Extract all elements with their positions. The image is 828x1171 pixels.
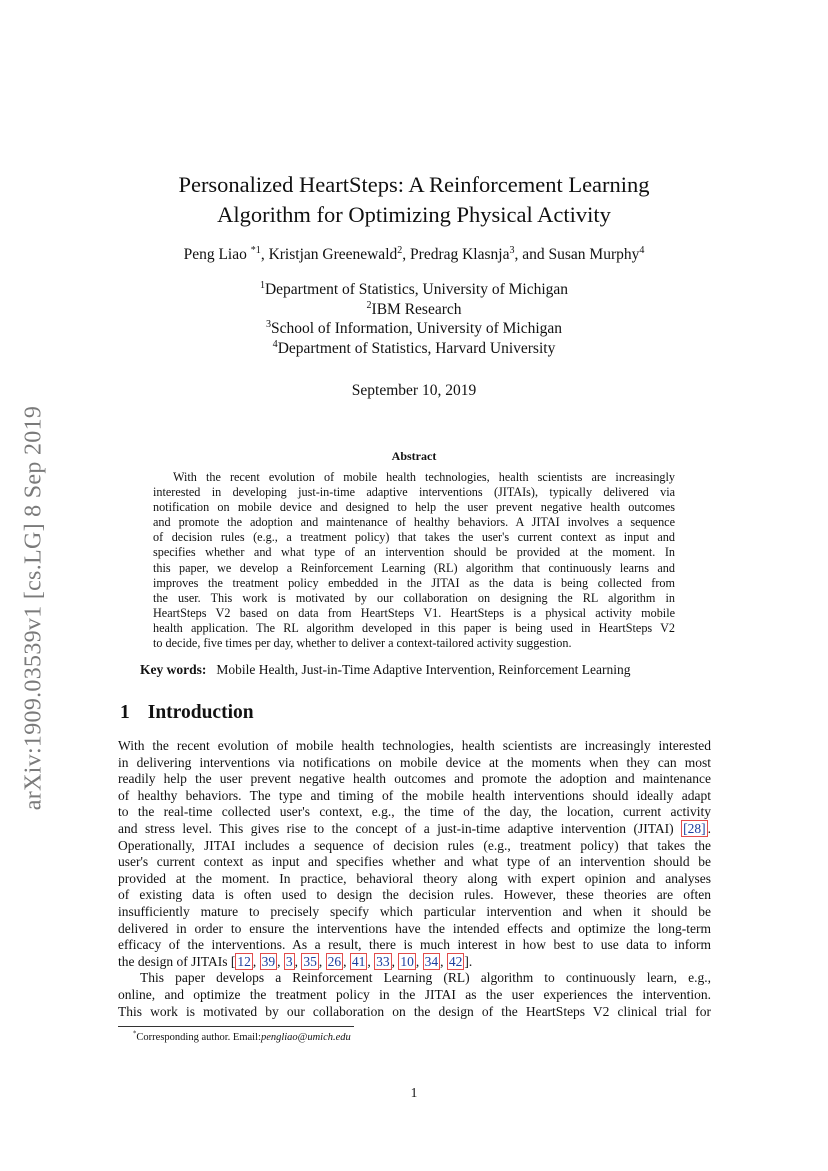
abstract-line: the user. This work is motivated by our collaboration on designing the RL algorithm in	[153, 590, 675, 605]
citation-link[interactable]: 10	[400, 953, 414, 969]
author-list	[120, 246, 708, 264]
abstract-line: and promote the adoption and maintenance of healthy behaviors. A JITAI involves a sequence	[153, 515, 675, 530]
author-affil-mark: 2	[397, 244, 403, 256]
abstract-line: health application. The RL algorithm developed in this paper is being used in HeartSteps V2	[153, 620, 675, 635]
citation-link[interactable]: 12	[237, 953, 251, 969]
citation-link[interactable]: [28]	[683, 820, 706, 836]
body-line: With the recent evolution of mobile health technologies, health scientists are increasingly interested	[118, 738, 711, 753]
body-line: in delivering interventions via notifications on mobile device at the moments when they can most	[118, 754, 711, 770]
body-line: of existing data is often used to design the decision rules. However, these theories are often	[118, 887, 711, 903]
body-line: provided at the moment. In practice, behavioral theory along with expert opinion and analyses	[118, 870, 711, 886]
affiliation-item: $^1$Department of Statistics, University of Michigan	[259, 279, 569, 298]
paper-title	[120, 170, 708, 230]
body-line: to the real-time collected user's context, e.g., the time of the day, the location, current activity	[118, 804, 711, 820]
affiliation-item: $^2$IBM Research	[366, 299, 462, 318]
body-line: online, and optimize the treatment policy in the JITAI as the user experiences the intervention.	[118, 986, 711, 1002]
body-line: insufficiently mature to precisely specify which particular intervention and when it should be	[118, 903, 711, 919]
section-number: 1	[120, 702, 130, 723]
citation-link[interactable]: 35	[303, 953, 317, 969]
author-affil-mark: 4	[639, 244, 645, 256]
abstract-line: notification on mobile device and designed to help the user prevent negative health outcomes	[153, 500, 675, 515]
abstract-line: specifies whether and what type of an intervention should be provided at the moment. In	[153, 545, 675, 560]
footnote-mark: *	[133, 1030, 137, 1038]
arxiv-identifier: arXiv:1909.03539v1 [cs.LG] 8 Sep 2019	[20, 405, 47, 811]
author-affil-mark: 3	[509, 244, 515, 256]
body-line: delivered in order to ensure the interventions have the intended effects and optimize the long-term	[118, 920, 711, 936]
section-title: Introduction	[147, 702, 254, 723]
keywords-text: Mobile Health, Just-in-Time Adaptive Intervention, Reinforcement Learning	[216, 662, 631, 677]
body-text	[118, 738, 711, 1020]
body-line-citations: the design of JITAIs [ 12 , 39 , 3 , 35 , 26 , 41 , 33 , 10 , 34 , 42 ].	[118, 953, 473, 969]
footnote-rule	[118, 1026, 354, 1027]
arxiv-sidebar-stamp	[16, 372, 52, 844]
body-line: readily help the user prevent negative health outcomes and promote the adoption and maintenance	[118, 771, 711, 787]
abstract-line: HeartSteps V2 based on data from HeartSteps V1. HeartSteps is a physical activity mobile	[153, 605, 675, 620]
author-separator: ,	[402, 246, 411, 263]
citation-link[interactable]: 34	[424, 953, 439, 969]
footnote	[133, 1032, 351, 1043]
abstract-line: interested in developing just-in-time adaptive interventions (JITAIs), typically delivered via	[153, 485, 675, 500]
keywords-label: Key words:	[140, 662, 207, 677]
citation-link[interactable]: 33	[376, 953, 390, 969]
affiliation-item: $^4$Department of Statistics, Harvard University	[272, 338, 556, 357]
abstract-line: improves the treatment policy embedded in the JITAI as the data is being collected from	[153, 575, 675, 590]
author-separator: , and	[514, 246, 549, 263]
abstract-body	[153, 470, 675, 651]
footnote-email[interactable]: pengliao@umich.edu	[260, 1032, 351, 1043]
body-line: This paper develops a Reinforcement Learning (RL) algorithm to continuously learn, e.g.,	[140, 970, 711, 986]
author-name: Peng Liao	[183, 246, 251, 263]
citation-link[interactable]: 42	[448, 953, 463, 969]
citation-list: 12 , 39 , 3 , 35 , 26 , 41 , 33 , 10 , 34 , 42	[237, 953, 463, 969]
title-line-2: Algorithm for Optimizing Physical Activity	[217, 202, 611, 227]
keywords	[140, 662, 631, 678]
abstract-line: With the recent evolution of mobile health technologies, health scientists are increasingly	[173, 470, 675, 484]
affiliation-list	[120, 280, 708, 358]
abstract-line: of decision rules (e.g., a treatment policy) that takes the user's current context as input and	[153, 530, 675, 545]
affiliation-item: $^3$School of Information, University of Michigan	[265, 318, 563, 337]
body-line: Operationally, JITAI includes a sequence of decision rules (e.g., treatment policy) that takes the	[118, 837, 711, 853]
abstract-heading: Abstract	[391, 449, 437, 463]
citation-link[interactable]: 39	[261, 953, 276, 969]
body-line: This work is motivated by our collaboration on the design of the HeartSteps V2 clinical trial for	[118, 1003, 711, 1019]
footnote-text: Corresponding author. Email:	[136, 1032, 261, 1043]
body-line: user's current context as input and specifies whether and what type of an intervention should be	[118, 854, 711, 870]
body-line: of healthy behaviors. The type and timing of the mobile health interventions should ideally adapt	[118, 787, 711, 803]
abstract-line: this paper, we develop a Reinforcement Learning (RL) algorithm that continuously learns and	[153, 560, 675, 575]
citation-link[interactable]: 41	[351, 953, 366, 969]
publication-date: September 10, 2019	[351, 382, 477, 399]
citation-link[interactable]: 26	[327, 953, 342, 969]
author-name: Susan Murphy	[548, 246, 640, 263]
author-affil-mark: *1	[250, 244, 261, 256]
body-line: efficacy of the interventions. As a result, there is much interest in how best to use data to inform	[118, 937, 711, 953]
section-heading	[120, 702, 254, 724]
author-separator: ,	[260, 246, 269, 263]
citation-link[interactable]: 3	[285, 953, 293, 969]
body-line: and stress level. This gives rise to the concept of a just-in-time adaptive intervention (JITAI) [28] .	[118, 820, 711, 836]
author-name: Predrag Klasnja	[410, 246, 510, 263]
page-number: 1	[410, 1085, 418, 1100]
abstract-line: to decide, five times per day, whether to deliver a context-tailored activity suggestion.	[153, 636, 572, 651]
title-line-1: Personalized HeartSteps: A Reinforcement Learning	[178, 172, 650, 197]
author-name: Kristjan Greenewald	[268, 246, 398, 263]
